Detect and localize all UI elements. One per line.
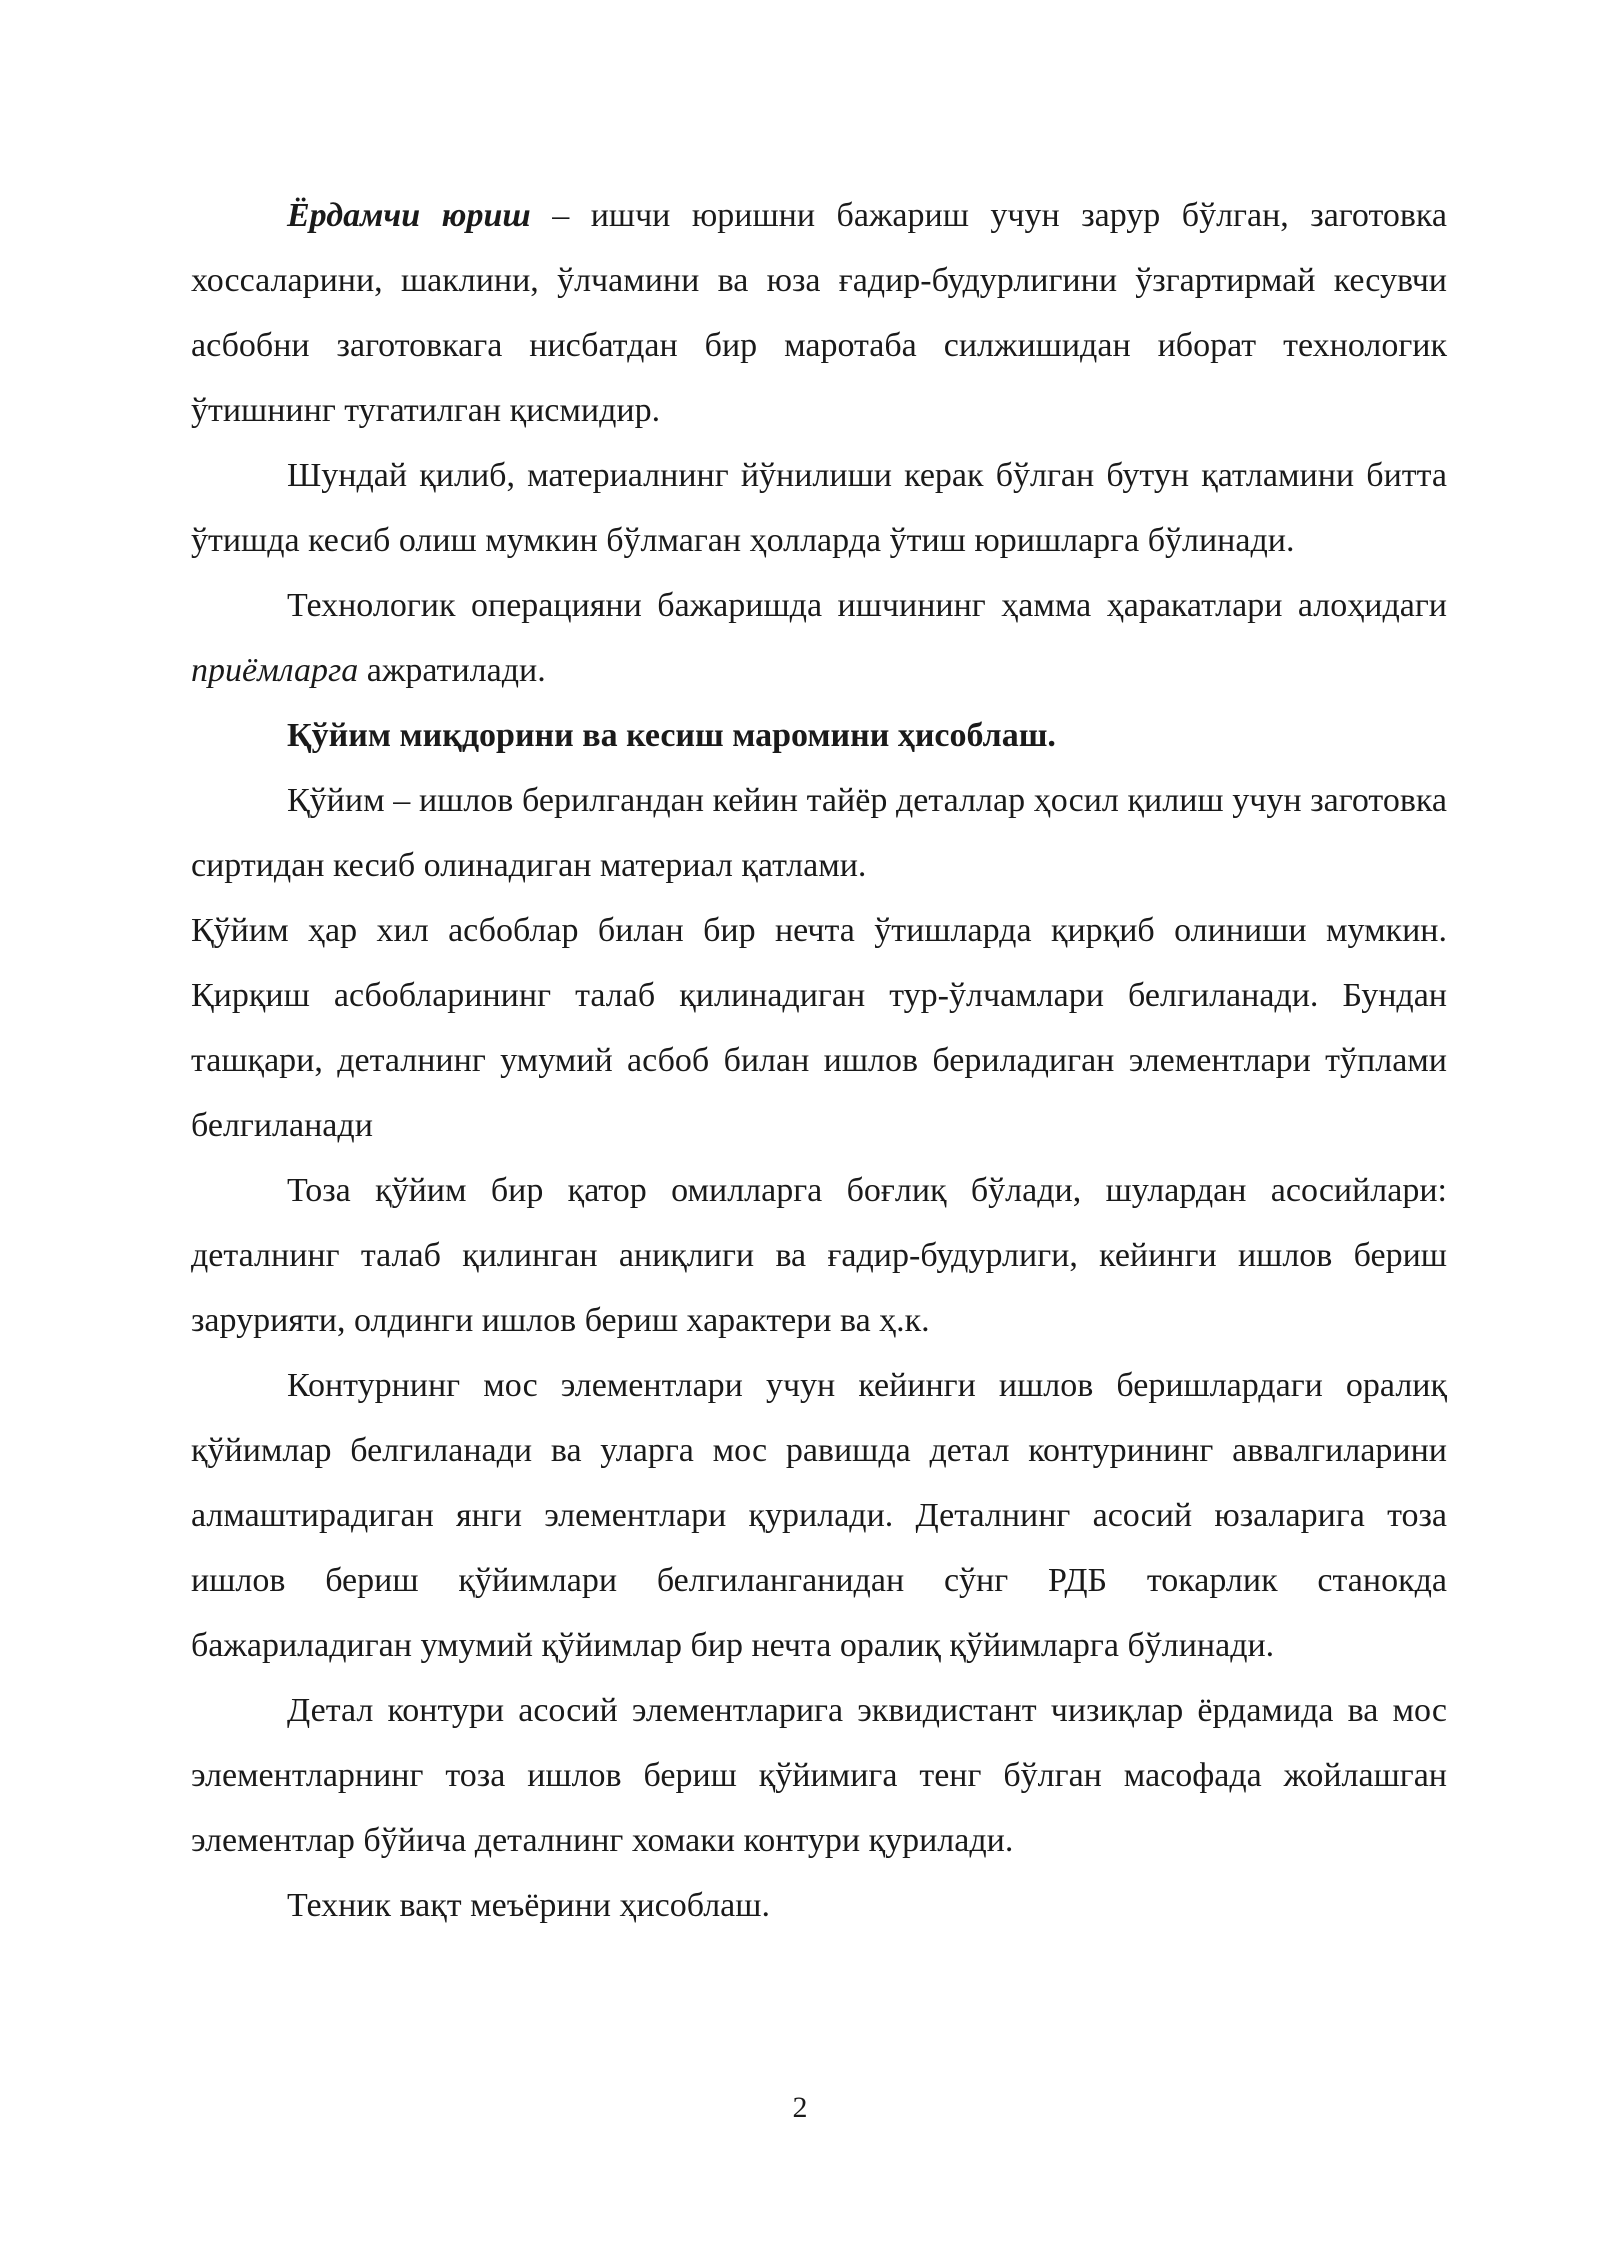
- page-number: 2: [792, 2091, 808, 2124]
- paragraph-pass-division: Шундай қилиб, материалнинг йўнилиши керак бўлган бутун қатламини битта ўтишда кесиб олиш мумкин бўлмаган ҳолларда ўтиш юришларга бўлинади.: [191, 457, 1447, 559]
- paragraph-text: ажратилади.: [358, 652, 546, 689]
- term-techniques: приёмларга: [191, 652, 359, 689]
- paragraph-allowance-definition: Қўйим – ишлов берилгандан кейин тайёр деталлар ҳосил қилиш учун заготовка сиртидан кесиб олинадиган материал қатлами.: [191, 782, 1447, 884]
- paragraph-text: – ишчи юришни бажариш учун зарур бўлган, заготовка хоссаларини, шаклини, ўлчамини ва юза ғадир-будурлигини ўзгартирмай кесувчи асбобни заготовкага нисбатдан бир маротаба силжишидан иборат технологик ўтишнинг тугатилган қисмидир.: [191, 197, 1447, 429]
- paragraph-time-norm: Техник вақт меъёрини ҳисоблаш.: [287, 1887, 770, 1924]
- paragraph-text: Технологик операцияни бажаришда ишчининг ҳамма ҳаракатлари алоҳидаги: [287, 587, 1447, 624]
- document-body: [191, 183, 1447, 1938]
- section-heading: Қўйим миқдорини ва кесиш маромини ҳисоблаш.: [287, 717, 1056, 754]
- term-auxiliary-pass: Ёрдамчи юриш: [287, 197, 531, 234]
- paragraph-intermediate-allowances: Контурнинг мос элементлари учун кейинги ишлов беришлардаги оралиқ қўйимлар белгиланади ва уларга мос равишда детал контурининг аввалгиларини алмаштирадиган янги элементлари қурилади. Деталнинг асосий юзаларига тоза ишлов бериш қўйимлари белгиланганидан сўнг РДБ токарлик станокда бажариладиган умумий қўйимлар бир нечта оралиқ қўйимларга бўлинади.: [191, 1367, 1447, 1664]
- paragraph-rough-contour: Детал контури асосий элементларига эквидистант чизиқлар ёрдамида ва мос элементларнинг тоза ишлов бериш қўйимига тенг бўлган масофада жойлашган элементлар бўйича деталнинг хомаки контури қурилади.: [191, 1692, 1447, 1859]
- paragraph-finish-allowance: Тоза қўйим бир қатор омилларга боғлиқ бўлади, шулардан асосийлари: деталнинг талаб қилинган аниқлиги ва ғадир-будурлиги, кейинги ишлов бериш зарурияти, олдинги ишлов бериш характери ва ҳ.к.: [191, 1172, 1447, 1339]
- paragraph-techniques: [191, 573, 1447, 703]
- paragraph-auxiliary-pass: [191, 183, 1447, 443]
- paragraph-allowance-tools: Қўйим ҳар хил асбоблар билан бир нечта ўтишларда қирқиб олиниши мумкин. Қирқиш асбобларининг талаб қилинадиган тур-ўлчамлари белгиланади. Бундан ташқари, деталнинг умумий асбоб билан ишлов бериладиган элементлари тўплами белгиланади: [191, 912, 1447, 1144]
